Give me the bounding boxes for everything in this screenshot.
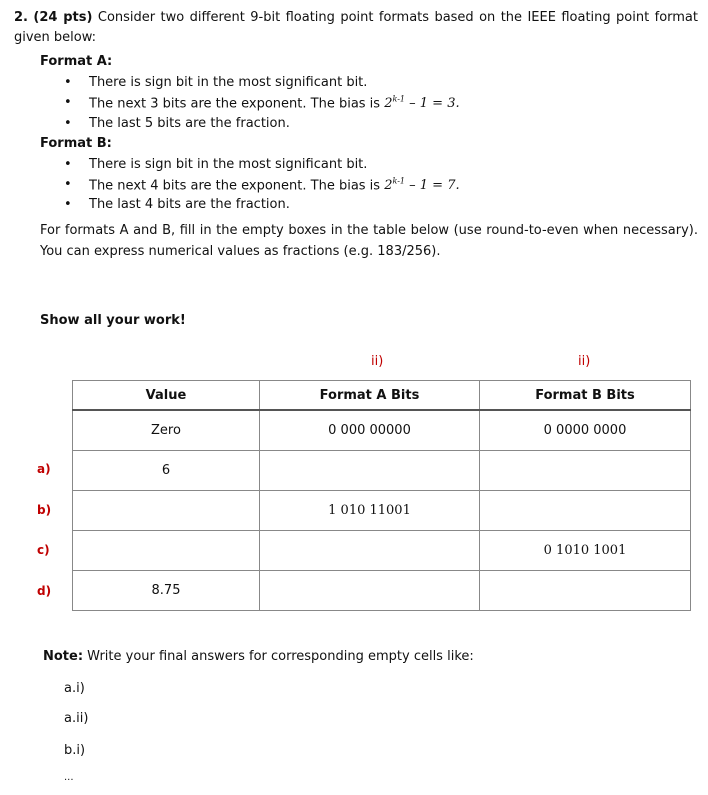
question-points: (24 pts) bbox=[33, 10, 93, 25]
cell-value: 6 bbox=[73, 451, 260, 491]
cell-format-a[interactable] bbox=[260, 571, 480, 611]
cell-value[interactable] bbox=[73, 531, 260, 571]
header-format-b-bits: Format B Bits bbox=[480, 381, 691, 411]
format-a-bias-formula: 2$^{k-1}$ – 1 = 3. bbox=[384, 95, 460, 112]
row-label-a: a) bbox=[37, 462, 51, 476]
row-label-b: b) bbox=[37, 503, 52, 517]
col-marker-format-a: ii) bbox=[371, 354, 384, 369]
format-b-bullet-3: The last 4 bits are the fraction. bbox=[89, 197, 290, 212]
format-b-bullet-2 bbox=[89, 177, 460, 193]
format-a-title: Format A: bbox=[40, 54, 113, 69]
bullet-icon: • bbox=[64, 95, 72, 110]
table-header-row bbox=[73, 381, 691, 411]
header-value: Value bbox=[73, 381, 260, 411]
format-a-bullet-3: The last 5 bits are the fraction. bbox=[89, 116, 290, 131]
format-a-bullet-1: There is sign bit in the most significant bit. bbox=[89, 75, 368, 90]
question-prompt: Consider two different 9-bit floating point formats based on the IEEE floating point format given below: bbox=[14, 10, 698, 45]
cell-format-b: 0 1010 1001 bbox=[480, 531, 691, 571]
example-answer-label: a.ii) bbox=[64, 711, 89, 726]
cell-format-a: 1 010 11001 bbox=[260, 491, 480, 531]
cell-format-b[interactable] bbox=[480, 491, 691, 531]
cell-value: Zero bbox=[73, 410, 260, 451]
format-a-bullet-2 bbox=[89, 95, 460, 111]
table-row bbox=[73, 491, 691, 531]
bullet-icon: • bbox=[64, 197, 72, 212]
note-label: Note: bbox=[43, 649, 84, 664]
row-label-c: c) bbox=[37, 543, 50, 557]
header-format-a-bits: Format A Bits bbox=[260, 381, 480, 411]
cell-value: 8.75 bbox=[73, 571, 260, 611]
cell-value[interactable] bbox=[73, 491, 260, 531]
note bbox=[43, 649, 474, 664]
bullet-icon: • bbox=[64, 75, 72, 90]
bullet-icon: • bbox=[64, 157, 72, 172]
answer-table bbox=[72, 380, 691, 611]
example-ellipsis: ... bbox=[64, 772, 74, 783]
cell-format-a[interactable] bbox=[260, 451, 480, 491]
table-row bbox=[73, 451, 691, 491]
instructions: For formats A and B, fill in the empty boxes in the table below (use round-to-even when necessary). You can express numerical values as fractions (e.g. 183/256). bbox=[40, 223, 698, 259]
format-b-bias-formula: 2$^{k-1}$ – 1 = 7. bbox=[384, 177, 460, 194]
col-marker-format-b: ii) bbox=[578, 354, 591, 369]
table-row bbox=[73, 531, 691, 571]
question-number: 2. bbox=[14, 10, 28, 25]
bullet-icon: • bbox=[64, 116, 72, 131]
bullet-icon: • bbox=[64, 177, 72, 192]
example-answer-label: a.i) bbox=[64, 681, 85, 696]
table-row bbox=[73, 571, 691, 611]
example-answer-label: b.i) bbox=[64, 743, 86, 758]
cell-format-b: 0 0000 0000 bbox=[480, 410, 691, 451]
cell-format-b[interactable] bbox=[480, 571, 691, 611]
show-work-note: Show all your work! bbox=[40, 313, 186, 328]
format-a-bullet-2-text: The next 3 bits are the exponent. The bias is bbox=[89, 96, 385, 112]
format-b-bullet-2-text: The next 4 bits are the exponent. The bias is bbox=[89, 178, 385, 194]
question-heading bbox=[14, 8, 698, 48]
table-row bbox=[73, 410, 691, 451]
format-b-bullet-1: There is sign bit in the most significant bit. bbox=[89, 157, 368, 172]
cell-format-a[interactable] bbox=[260, 531, 480, 571]
note-text: Write your final answers for corresponding empty cells like: bbox=[83, 649, 474, 664]
cell-format-b[interactable] bbox=[480, 451, 691, 491]
row-label-d: d) bbox=[37, 584, 52, 598]
format-b-title: Format B: bbox=[40, 136, 112, 151]
cell-format-a: 0 000 00000 bbox=[260, 410, 480, 451]
